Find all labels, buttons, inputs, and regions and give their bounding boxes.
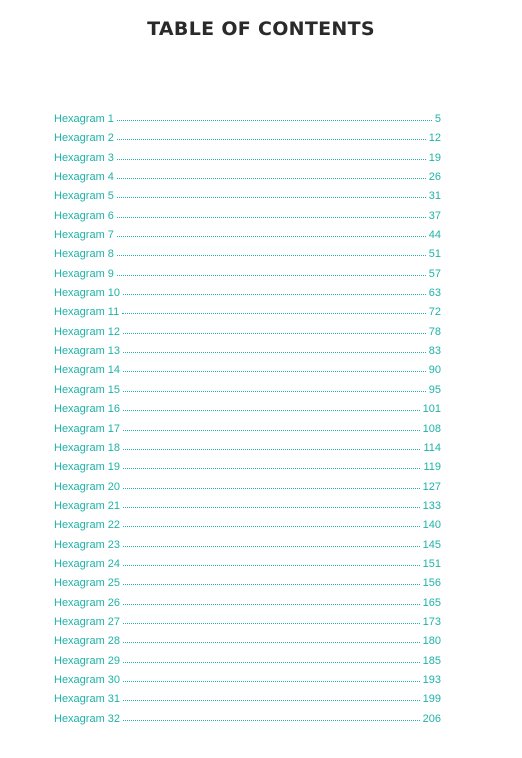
toc-entry-title: Hexagram 22 bbox=[54, 519, 121, 532]
toc-entry-title: Hexagram 27 bbox=[54, 615, 121, 628]
dot-leader bbox=[123, 286, 426, 295]
dot-leader bbox=[117, 247, 426, 256]
dot-leader bbox=[123, 383, 426, 392]
dot-leader bbox=[117, 228, 426, 237]
toc-entry[interactable] bbox=[54, 713, 441, 732]
dot-leader bbox=[123, 363, 426, 372]
dot-leader bbox=[123, 692, 420, 701]
dot-leader bbox=[123, 557, 420, 566]
dot-leader bbox=[117, 189, 426, 198]
toc-entry[interactable] bbox=[54, 635, 441, 654]
toc-entry-page-number: 193 bbox=[422, 673, 441, 686]
toc-entry-title: Hexagram 15 bbox=[54, 383, 121, 396]
dot-leader bbox=[123, 460, 420, 469]
toc-entry-page-number: 51 bbox=[428, 248, 441, 261]
dot-leader bbox=[123, 518, 420, 527]
toc-entry-title: Hexagram 23 bbox=[54, 538, 121, 551]
toc-entry-title: Hexagram 30 bbox=[54, 673, 121, 686]
toc-entry[interactable] bbox=[54, 384, 441, 403]
toc-entry-page-number: 37 bbox=[428, 209, 441, 222]
toc-entry[interactable] bbox=[54, 655, 441, 674]
toc-entry-page-number: 44 bbox=[428, 229, 441, 242]
toc-entry-title: Hexagram 28 bbox=[54, 635, 121, 648]
dot-leader bbox=[123, 480, 420, 489]
toc-entry-title: Hexagram 20 bbox=[54, 480, 121, 493]
dot-leader bbox=[123, 673, 420, 682]
toc-entry[interactable] bbox=[54, 403, 441, 422]
toc-entry[interactable] bbox=[54, 268, 441, 287]
page-title: TABLE OF CONTENTS bbox=[147, 18, 375, 40]
toc-entry-title: Hexagram 18 bbox=[54, 441, 121, 454]
toc-entry-title: Hexagram 12 bbox=[54, 325, 121, 338]
toc-entry-page-number: 133 bbox=[422, 499, 441, 512]
toc-entry-title: Hexagram 9 bbox=[54, 267, 114, 280]
toc-entry-page-number: 185 bbox=[422, 654, 441, 667]
toc-entry-title: Hexagram 3 bbox=[54, 151, 114, 164]
dot-leader bbox=[123, 615, 420, 624]
toc-entry-title: Hexagram 25 bbox=[54, 577, 121, 590]
dot-leader bbox=[117, 209, 426, 218]
toc-entry[interactable] bbox=[54, 461, 441, 480]
dot-leader bbox=[117, 151, 426, 160]
toc-entry[interactable] bbox=[54, 326, 441, 345]
toc-entry-title: Hexagram 14 bbox=[54, 364, 121, 377]
toc-entry-page-number: 114 bbox=[423, 441, 441, 454]
toc-entry[interactable] bbox=[54, 345, 441, 364]
toc-entry-page-number: 199 bbox=[422, 693, 441, 706]
toc-entry[interactable] bbox=[54, 577, 441, 596]
toc-entry[interactable] bbox=[54, 229, 441, 248]
dot-leader bbox=[123, 422, 420, 431]
dot-leader bbox=[117, 267, 426, 276]
toc-entry-page-number: 57 bbox=[428, 267, 441, 280]
toc-list bbox=[54, 113, 441, 732]
toc-entry[interactable] bbox=[54, 132, 441, 151]
toc-entry-title: Hexagram 5 bbox=[54, 190, 114, 203]
toc-entry-title: Hexagram 11 bbox=[54, 306, 120, 319]
dot-leader bbox=[123, 654, 420, 663]
toc-entry-page-number: 165 bbox=[422, 596, 441, 609]
toc-entry-title: Hexagram 24 bbox=[54, 557, 121, 570]
toc-entry-page-number: 26 bbox=[428, 171, 441, 184]
toc-entry-title: Hexagram 29 bbox=[54, 654, 121, 667]
toc-entry-page-number: 180 bbox=[422, 635, 441, 648]
toc-entry-page-number: 156 bbox=[422, 577, 441, 590]
toc-entry-page-number: 83 bbox=[428, 345, 441, 358]
toc-entry[interactable] bbox=[54, 190, 441, 209]
toc-entry[interactable] bbox=[54, 171, 441, 190]
toc-entry-title: Hexagram 17 bbox=[54, 422, 121, 435]
toc-entry[interactable] bbox=[54, 558, 441, 577]
toc-entry[interactable] bbox=[54, 481, 441, 500]
toc-entry[interactable] bbox=[54, 248, 441, 267]
toc-entry[interactable] bbox=[54, 113, 441, 132]
toc-entry-page-number: 78 bbox=[428, 325, 441, 338]
dot-leader bbox=[123, 712, 420, 721]
toc-entry[interactable] bbox=[54, 519, 441, 538]
toc-entry-title: Hexagram 19 bbox=[54, 461, 121, 474]
toc-entry-page-number: 12 bbox=[428, 132, 441, 145]
toc-entry-title: Hexagram 7 bbox=[54, 229, 114, 242]
dot-leader bbox=[123, 441, 420, 450]
toc-entry[interactable] bbox=[54, 210, 441, 229]
toc-entry-page-number: 5 bbox=[434, 113, 441, 125]
toc-entry[interactable] bbox=[54, 597, 441, 616]
toc-entry-page-number: 63 bbox=[428, 287, 441, 300]
toc-entry-title: Hexagram 26 bbox=[54, 596, 121, 609]
dot-leader bbox=[123, 344, 426, 353]
toc-entry-page-number: 108 bbox=[422, 422, 441, 435]
toc-entry-page-number: 95 bbox=[428, 383, 441, 396]
toc-entry-title: Hexagram 10 bbox=[54, 287, 121, 300]
dot-leader bbox=[123, 576, 420, 585]
toc-entry[interactable] bbox=[54, 539, 441, 558]
dot-leader bbox=[117, 112, 432, 121]
toc-entry[interactable] bbox=[54, 306, 441, 325]
dot-leader bbox=[123, 325, 426, 334]
toc-entry-title: Hexagram 8 bbox=[54, 248, 114, 261]
toc-entry-title: Hexagram 32 bbox=[54, 712, 121, 725]
dot-leader bbox=[123, 538, 420, 547]
toc-entry-page-number: 151 bbox=[422, 557, 441, 570]
toc-entry-title: Hexagram 13 bbox=[54, 345, 121, 358]
toc-entry[interactable] bbox=[54, 423, 441, 442]
toc-entry-page-number: 140 bbox=[422, 519, 441, 532]
toc-entry-page-number: 19 bbox=[428, 151, 441, 164]
toc-entry-page-number: 173 bbox=[422, 615, 441, 628]
toc-entry[interactable] bbox=[54, 442, 441, 461]
toc-entry[interactable] bbox=[54, 287, 441, 306]
toc-entry-title: Hexagram 21 bbox=[54, 499, 121, 512]
dot-leader bbox=[123, 402, 420, 411]
dot-leader bbox=[123, 634, 420, 643]
toc-entry[interactable] bbox=[54, 674, 441, 693]
toc-entry-title: Hexagram 4 bbox=[54, 171, 114, 184]
toc-entry-title: Hexagram 1 bbox=[54, 113, 114, 125]
toc-entry[interactable] bbox=[54, 693, 441, 712]
dot-leader bbox=[117, 131, 426, 140]
toc-entry-page-number: 31 bbox=[428, 190, 441, 203]
toc-entry-page-number: 119 bbox=[423, 461, 441, 474]
toc-entry[interactable] bbox=[54, 364, 441, 383]
toc-entry[interactable] bbox=[54, 500, 441, 519]
toc-entry[interactable] bbox=[54, 152, 441, 171]
toc-entry-page-number: 90 bbox=[428, 364, 441, 377]
toc-entry-page-number: 72 bbox=[428, 306, 441, 319]
dot-leader bbox=[123, 499, 420, 508]
toc-entry-page-number: 145 bbox=[422, 538, 441, 551]
toc-entry[interactable] bbox=[54, 616, 441, 635]
toc-entry-page-number: 206 bbox=[422, 712, 441, 725]
toc-entry-title: Hexagram 6 bbox=[54, 209, 114, 222]
toc-entry-title: Hexagram 16 bbox=[54, 403, 121, 416]
dot-leader bbox=[117, 170, 426, 179]
toc-entry-page-number: 127 bbox=[422, 480, 441, 493]
dot-leader bbox=[123, 596, 420, 605]
dot-leader bbox=[122, 305, 426, 314]
toc-entry-title: Hexagram 31 bbox=[54, 693, 121, 706]
toc-entry-title: Hexagram 2 bbox=[54, 132, 114, 145]
toc-entry-page-number: 101 bbox=[422, 403, 441, 416]
